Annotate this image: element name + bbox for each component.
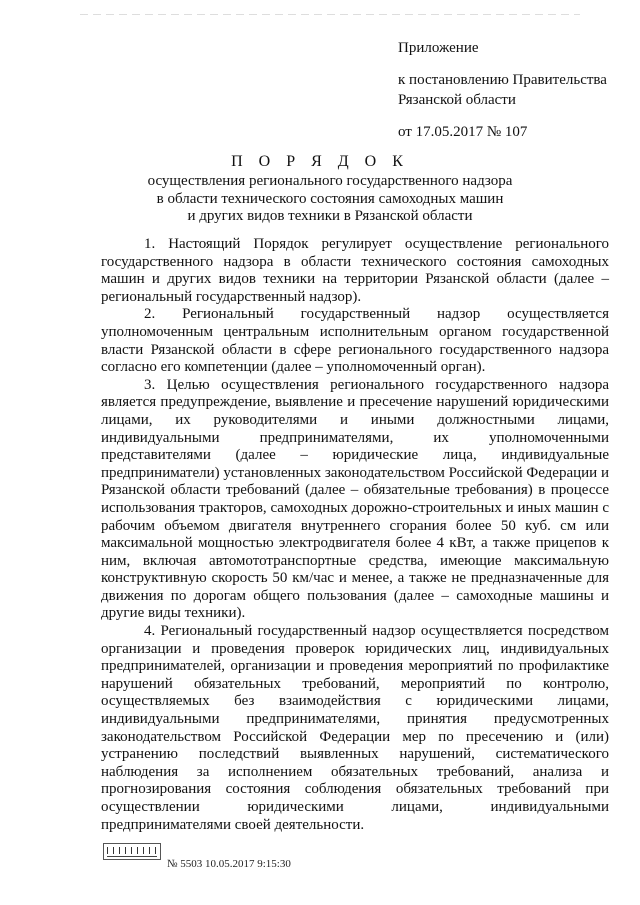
appendix-region: Рязанской области — [398, 92, 516, 108]
document-body — [101, 236, 609, 834]
paragraph-2: 2. Региональный государственный надзор осуществляется уполномоченным центральным исполнительным органом государственной власти Рязанской области в сфере регионального государственного надзора согласно его компетенции (далее – уполномоченный орган). — [101, 306, 609, 376]
barcode-bars — [107, 847, 157, 854]
barcode-underline — [107, 856, 157, 857]
appendix-date-number: от 17.05.2017 № 107 — [398, 124, 528, 140]
paragraph-1: 1. Настоящий Порядок регулирует осуществление регионального государственного надзора в области технического состояния самоходных машин и других видов техники на территории Рязанской области (далее – региональный государственный надзор). — [101, 236, 609, 305]
registration-stamp-text: № 5503 10.05.2017 9:15:30 — [167, 858, 291, 870]
paragraph-3: 3. Целью осуществления регионального государственного надзора является предупреждение, выявление и пресечение нарушений юридическими лицами, их руководителями и иными должностными лицами, индивидуальными предпринимателями, их уполномоченными представителями (далее – юридические лица, индивидуальные предприниматели) установленных законодательством Российской Федерации и Рязанской области требований (далее – обязательные требования) в процессе использования тракторов, самоходных дорожно-строительных и иных машин с рабочим объемом двигателя внутреннего сгорания более 50 куб. см или максимальной мощностью электродвигателя более 4 кВт, а также прицепов к ним, включая автомототранспортные средства, имеющие максимальную конструктивную скорость 50 км/час и менее, а также не предназначенные для движения по дорогам общего пользования (далее – самоходные машины и другие виды техники). — [101, 376, 609, 622]
subtitle-line-1: осуществления регионального государственного надзора — [147, 173, 513, 189]
appendix-label: Приложение — [398, 40, 479, 56]
document-title: П О Р Я Д О К — [231, 153, 409, 170]
subtitle-line-2: в области технического состояния самоходных машин — [156, 190, 504, 207]
document-subtitle — [100, 173, 560, 226]
appendix-resolution: к постановлению Правительства — [398, 72, 607, 88]
barcode-stamp — [103, 843, 161, 860]
paragraph-4: 4. Региональный государственный надзор осуществляется посредством организации и проведения проверок юридических лиц, индивидуальных предпринимателей, организации и проведения мероприятий по профилактике нарушений обязательных требований, мероприятий по контролю, осуществляемых без взаимодействия с юридическими лицами, индивидуальными предпринимателями, принятия предусмотренных законодательством Российской Федерации мер по пресечению и (или) устранению последствий выявленных нарушений, систематического наблюдения за исполнением обязательных требований, анализа и прогнозирования состояния соблюдения обязательных требований при осуществлении юридическими лицами, индивидуальными предпринимателями своей деятельности. — [101, 623, 609, 833]
subtitle-line-3: и других видов техники в Рязанской области — [187, 208, 473, 224]
scan-artifact-line — [80, 14, 580, 15]
appendix-block — [398, 38, 628, 142]
